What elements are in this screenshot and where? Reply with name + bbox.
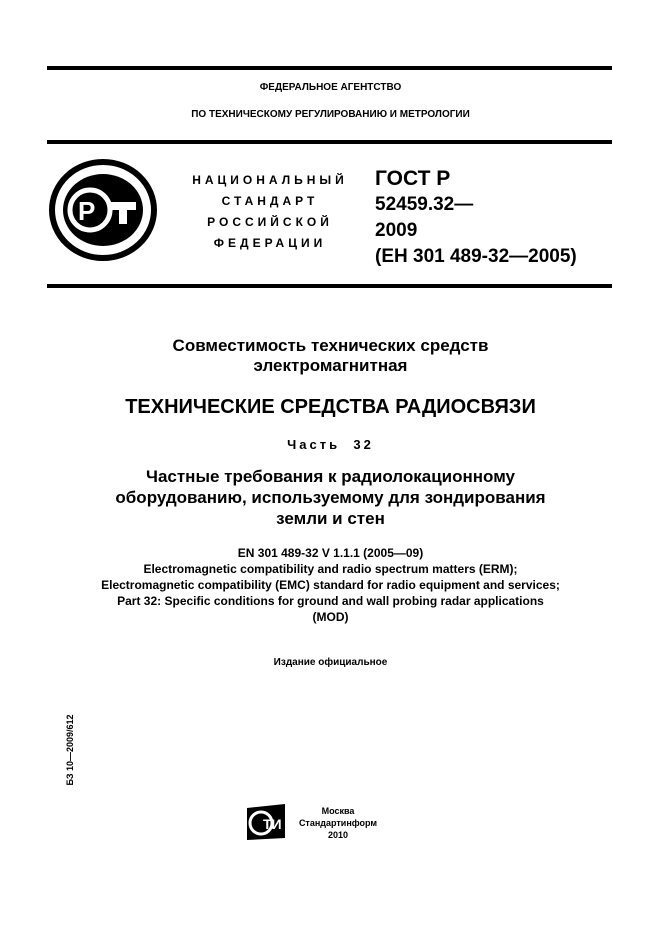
standard-line-1: НАЦИОНАЛЬНЫЙ — [192, 173, 348, 187]
standard-line-2: СТАНДАРТ — [221, 194, 319, 208]
english-title-block — [0, 545, 661, 625]
edition-label: Издание официальное — [273, 657, 388, 668]
header-rule — [47, 140, 612, 144]
title-block — [0, 336, 661, 376]
english-line-1: EN 301 489-32 V 1.1.1 (2005—09) — [237, 546, 424, 560]
gost-line-2: 52459.32— — [375, 194, 474, 215]
publisher-name: Стандартинформ — [298, 818, 378, 828]
gost-number — [375, 166, 577, 270]
gost-line-1: ГОСТ Р — [375, 167, 451, 190]
title-rule — [47, 284, 612, 288]
standard-line-3: РОССИЙСКОЙ — [207, 215, 333, 229]
part-label: Часть 32 — [287, 437, 374, 452]
svg-text:ТИ: ТИ — [263, 816, 282, 832]
subtitle-block — [0, 466, 661, 529]
standartinform-logo-icon — [245, 804, 287, 842]
main-title: ТЕХНИЧЕСКИЕ СРЕДСТВА РАДИОСВЯЗИ — [125, 396, 536, 418]
national-standard-label — [180, 170, 360, 254]
publisher-year: 2010 — [327, 830, 349, 840]
top-rule — [47, 66, 612, 70]
agency-line-1: ФЕДЕРАЛЬНОЕ АГЕНТСТВО — [259, 82, 402, 93]
english-line-4: Part 32: Specific conditions for ground and wall probing radar applications — [117, 594, 544, 608]
agency-line-2: ПО ТЕХНИЧЕСКОМУ РЕГУЛИРОВАНИЮ И МЕТРОЛОГИИ — [191, 109, 470, 120]
subtitle-line-1: Частные требования к радиолокационному — [146, 467, 515, 486]
side-code: БЗ 10—2009/612 — [65, 714, 75, 786]
standard-line-4: ФЕДЕРАЦИИ — [213, 236, 327, 250]
rst-logo-icon — [48, 158, 158, 262]
title-line-2: электромагнитная — [253, 356, 408, 375]
publisher-block — [298, 805, 378, 841]
english-line-3: Electromagnetic compatibility (EMC) standard for radio equipment and services; — [101, 578, 560, 592]
svg-text:Р: Р — [78, 196, 96, 226]
publisher-city: Москва — [321, 806, 355, 816]
subtitle-line-2: оборудованию, используемому для зондирования — [115, 488, 546, 507]
subtitle-line-3: земли и стен — [276, 509, 385, 528]
gost-line-3: 2009 — [375, 220, 418, 241]
gost-line-4: (ЕН 301 489-32—2005) — [375, 246, 577, 267]
title-line-1: Совместимость технических средств — [172, 336, 489, 355]
english-line-5: (MOD) — [312, 610, 349, 624]
english-line-2: Electromagnetic compatibility and radio spectrum matters (ERM); — [143, 562, 518, 576]
